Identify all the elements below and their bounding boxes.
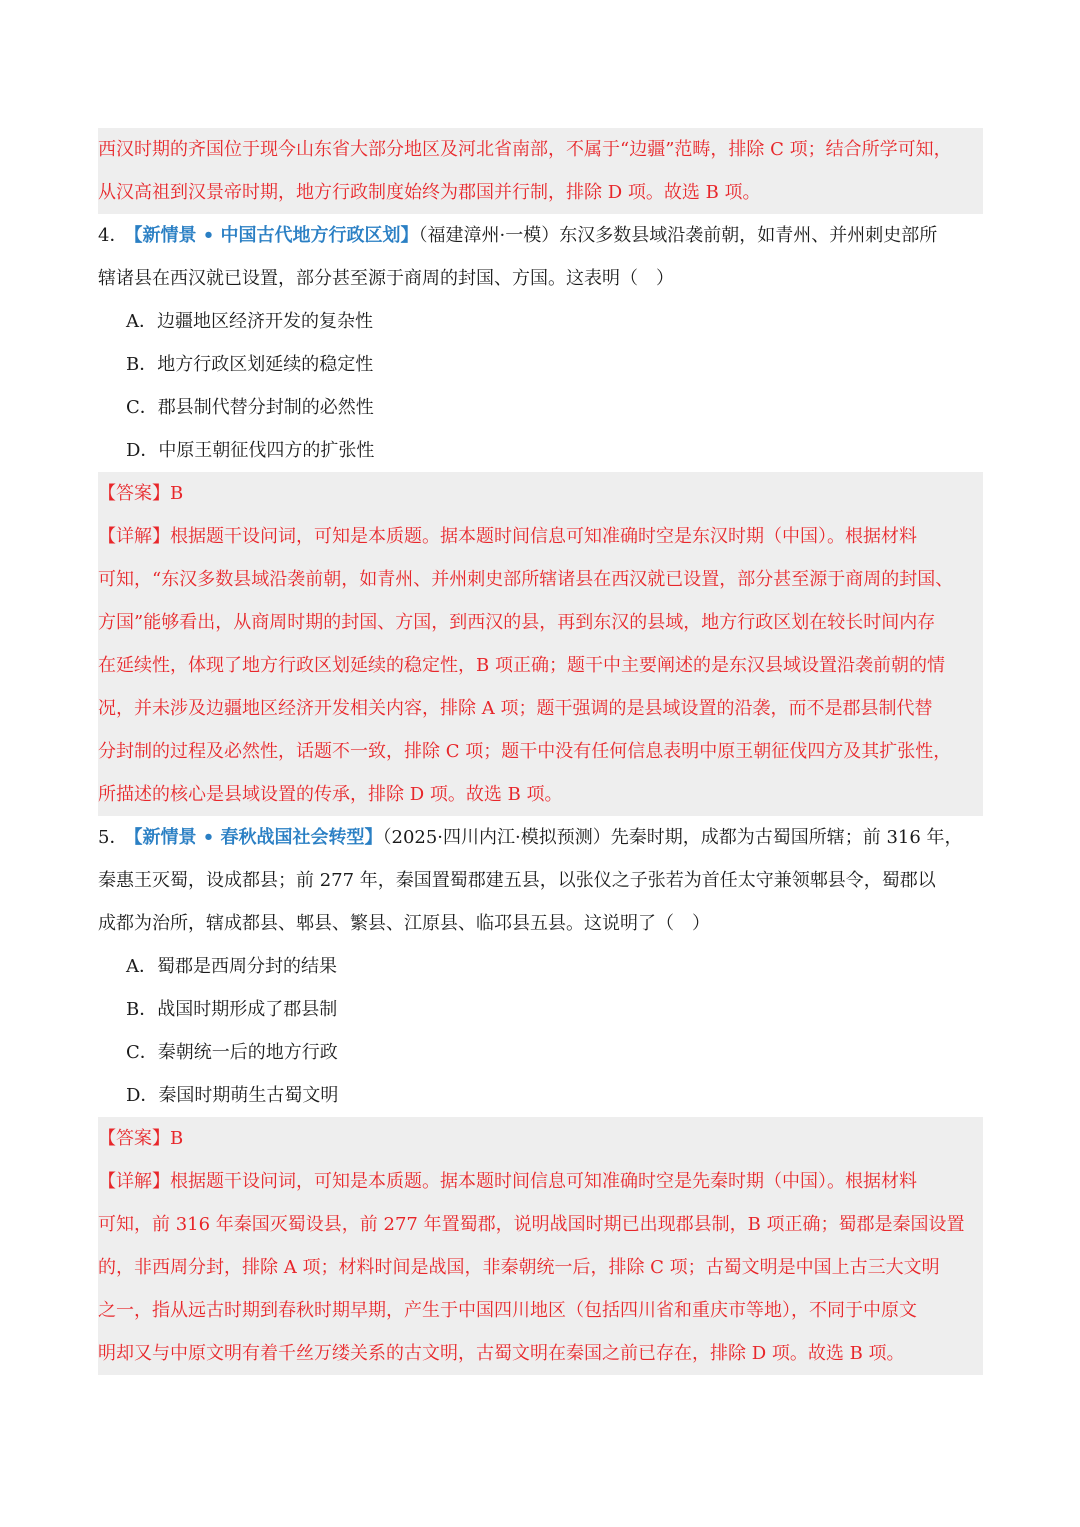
answer-block [98, 472, 983, 816]
analysis-line: 明却又与中原文明有着千丝万缕关系的古文明，古蜀文明在秦国之前已存在，排除 D 项。故选 B 项。 [98, 1343, 905, 1364]
document-page [98, 128, 983, 1375]
answer-label: 【答案】B [98, 1128, 184, 1149]
question-stem [98, 816, 983, 859]
stem-text: 辖诸县在西汉就已设置，部分甚至源于商周的封国、方国。这表明（ ） [98, 268, 674, 289]
option-b: B．地方行政区划延续的稳定性 [126, 354, 374, 375]
previous-analysis-block [98, 128, 983, 214]
stem-text: （福建漳州·一模）东汉多数县域沿袭前朝，如青州、并州刺史部所 [418, 225, 938, 246]
analysis-line: 在延续性，体现了地方行政区划延续的稳定性，B 项正确；题干中主要阐述的是东汉县域设置沿袭前朝的情 [98, 655, 945, 676]
option-c: C．秦朝统一后的地方行政 [126, 1042, 338, 1063]
option-b: B．战国时期形成了郡县制 [126, 999, 338, 1020]
analysis-line: 之一，指从远古时期到春秋时期早期，产生于中国四川地区（包括四川省和重庆市等地），不同于中原文 [98, 1300, 917, 1321]
answer-label: 【答案】B [98, 483, 184, 504]
question-number: 4． [98, 225, 128, 246]
analysis-line: 【详解】根据题干设问词，可知是本质题。据本题时间信息可知准确时空是先秦时期（中国）。根据材料 [98, 1171, 917, 1192]
question-number: 5． [98, 827, 128, 848]
analysis-line: 可知，“东汉多数县域沿袭前朝，如青州、并州刺史部所辖诸县在西汉就已设置，部分甚至源于商周的封国、 [98, 569, 954, 590]
analysis-line: 分封制的过程及必然性，话题不一致，排除 C 项；题干中没有任何信息表明中原王朝征伐四方及其扩张性， [98, 741, 952, 762]
analysis-line: 可知，前 316 年秦国灭蜀设县，前 277 年置蜀郡，说明战国时期已出现郡县制，B 项正确；蜀郡是秦国设置 [98, 1214, 965, 1235]
analysis-line: 【详解】根据题干设问词，可知是本质题。据本题时间信息可知准确时空是东汉时期（中国）。根据材料 [98, 526, 917, 547]
option-c: C．郡县制代替分封制的必然性 [126, 397, 374, 418]
option-a: A．蜀郡是西周分封的结果 [126, 956, 337, 977]
analysis-line: 方国”能够看出，从商周时期的封国、方国，到西汉的县，再到东汉的县域，地方行政区划在较长时间内存 [98, 612, 936, 633]
scenario-tag: 【新情景 • 春秋战国社会转型】 [133, 827, 383, 848]
question-4 [98, 214, 983, 816]
analysis-line: 从汉高祖到汉景帝时期，地方行政制度始终为郡国并行制，排除 D 项。故选 B 项。 [98, 182, 761, 203]
option-d: D．秦国时期萌生古蜀文明 [126, 1085, 339, 1106]
question-5 [98, 816, 983, 1375]
stem-text: 成都为治所，辖成都县、郫县、繁县、江原县、临邛县五县。这说明了（ ） [98, 913, 710, 934]
scenario-tag: 【新情景 • 中国古代地方行政区划】 [133, 225, 419, 246]
analysis-line: 的，非西周分封，排除 A 项；材料时间是战国，非秦朝统一后，排除 C 项；古蜀文明是中国上古三大文明 [98, 1257, 940, 1278]
question-stem [98, 214, 983, 257]
option-a: A．边疆地区经济开发的复杂性 [126, 311, 373, 332]
analysis-line: 所描述的核心是县域设置的传承，排除 D 项。故选 B 项。 [98, 784, 563, 805]
stem-text: 秦惠王灭蜀，设成都县；前 277 年，秦国置蜀郡建五县，以张仪之子张若为首任太守兼领郫县令，蜀郡以 [98, 870, 936, 891]
stem-text: （2025·四川内江·模拟预测）先秦时期，成都为古蜀国所辖；前 316 年， [382, 827, 963, 848]
analysis-line: 况，并未涉及边疆地区经济开发相关内容，排除 A 项；题干强调的是县域设置的沿袭，而不是郡县制代替 [98, 698, 933, 719]
option-d: D．中原王朝征伐四方的扩张性 [126, 440, 375, 461]
analysis-line: 西汉时期的齐国位于现今山东省大部分地区及河北省南部，不属于“边疆”范畴，排除 C 项；结合所学可知， [98, 139, 952, 160]
answer-block [98, 1117, 983, 1375]
